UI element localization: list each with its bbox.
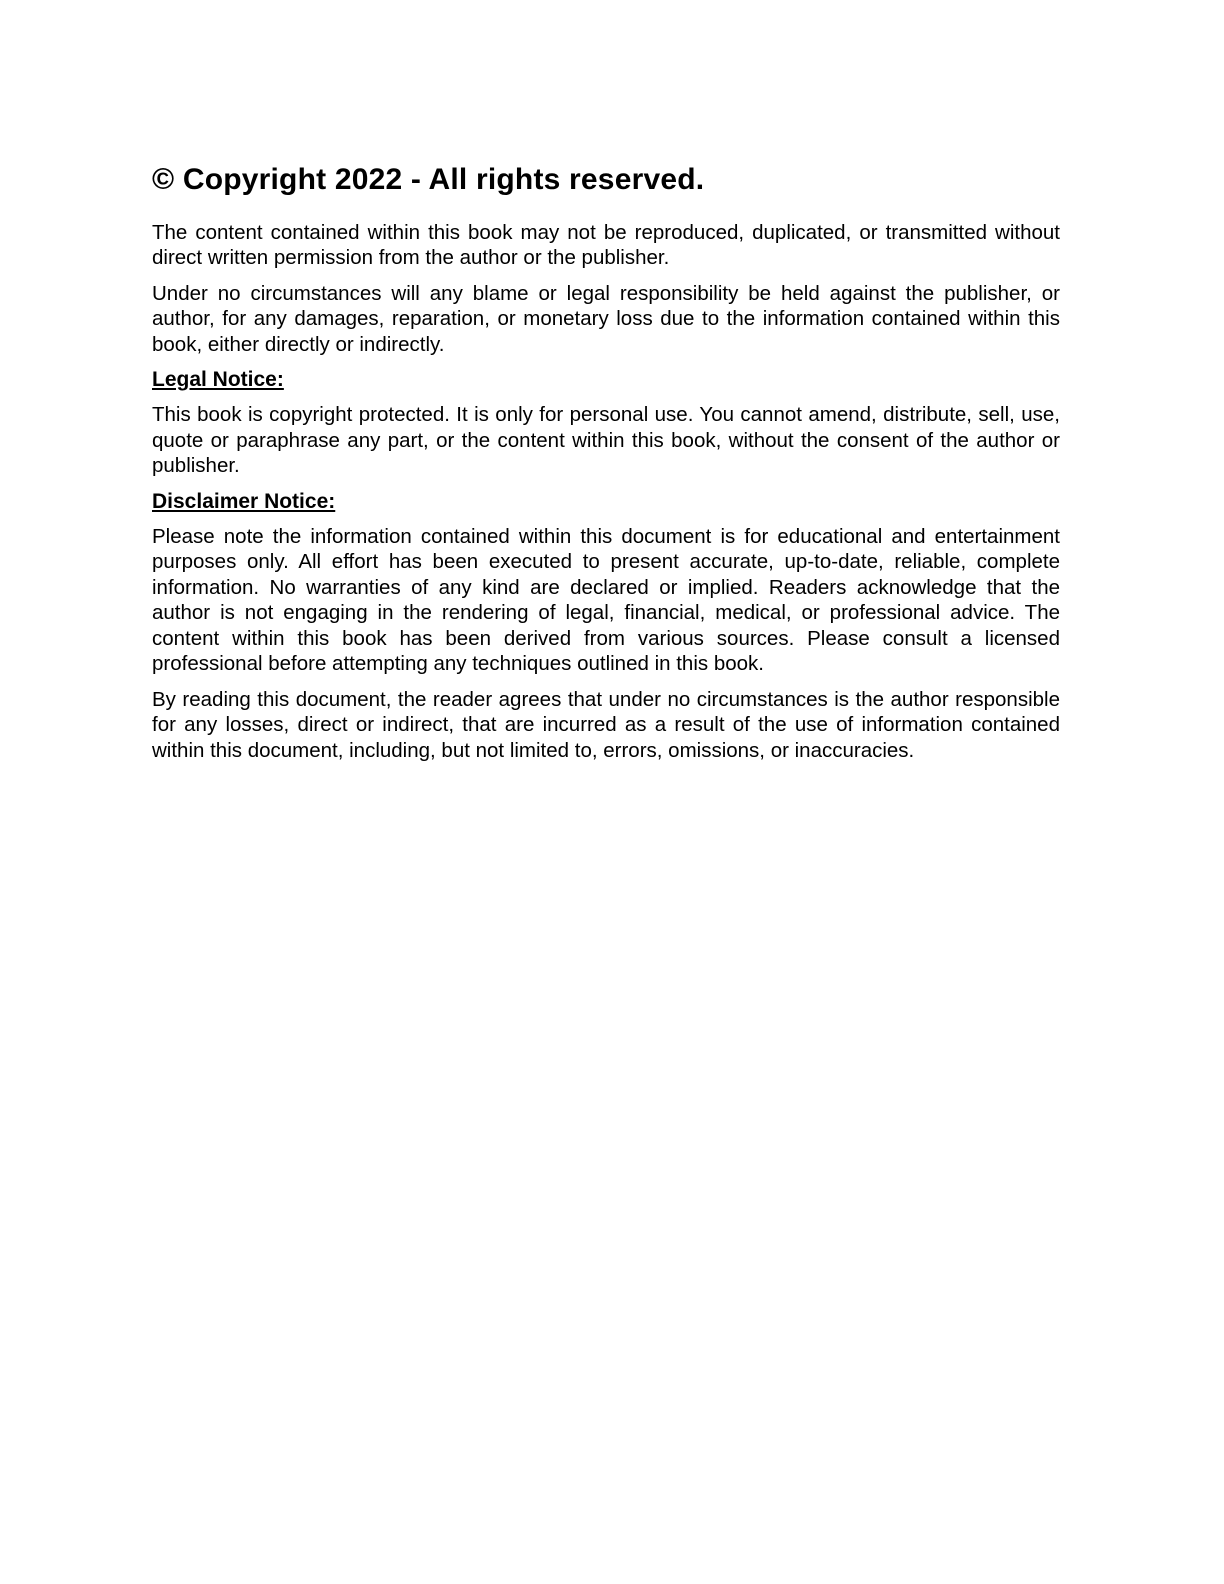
disclaimer-paragraph-1: Please note the information contained within this document is for educational and entertainment purposes only. All effort has been executed to present accurate, up-to-date, reliable, complete information. No warranties of any kind are declared or implied. Readers acknowledge that the author is not engaging in the rendering of legal, financial, medical, or professional advice. The content within this book has been derived from various sources. Please consult a licensed professional before attempting any techniques outlined in this book. xyxy=(152,524,1060,675)
section-heading-disclaimer-notice: Disclaimer Notice: xyxy=(152,489,336,513)
disclaimer-paragraph-2: By reading this document, the reader agrees that under no circumstances is the author responsible for any losses, direct or indirect, that are incurred as a result of the use of information contained within this document, including, but not limited to, errors, omissions, or inaccuracies. xyxy=(152,687,1060,762)
intro-paragraph-2: Under no circumstances will any blame or legal responsibility be held against the publisher, or author, for any damages, reparation, or monetary loss due to the information contained within this book, either directly or indirectly. xyxy=(152,281,1060,356)
section-heading-legal-notice: Legal Notice: xyxy=(152,368,284,391)
legal-notice-paragraph: This book is copyright protected. It is only for personal use. You cannot amend, distribute, sell, use, quote or paraphrase any part, or the content within this book, without the consent of the author or publisher. xyxy=(152,403,1060,477)
page-title: © Copyright 2022 - All rights reserved. xyxy=(152,163,705,196)
intro-paragraph-1: The content contained within this book may not be reproduced, duplicated, or transmitted without direct written permission from the author or the publisher. xyxy=(152,220,1060,269)
